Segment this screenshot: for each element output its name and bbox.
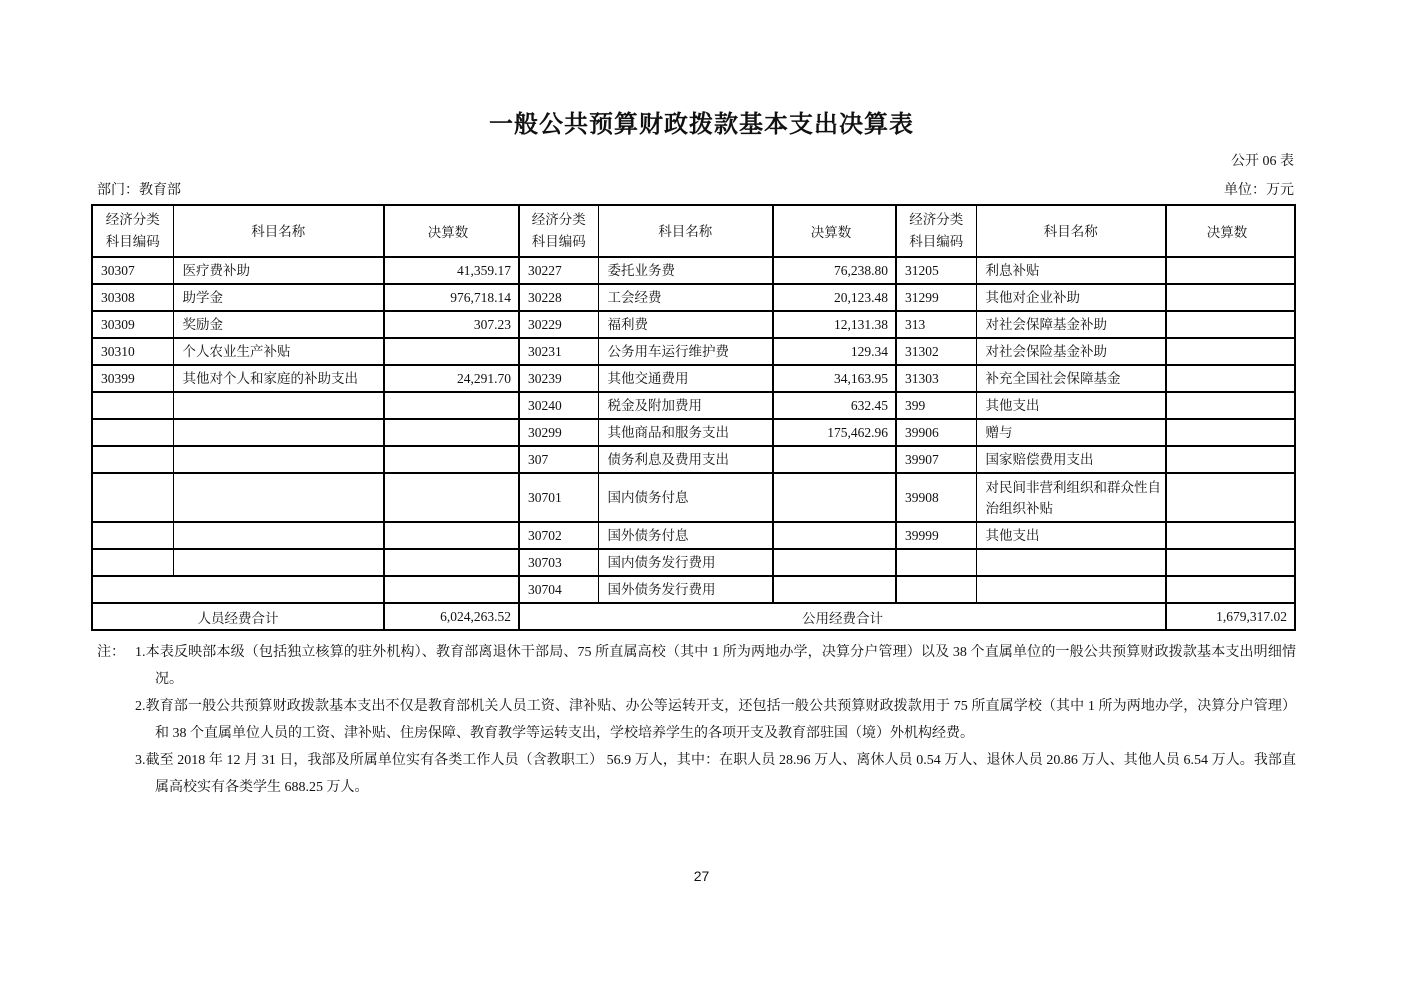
subject-name-cell: 国外债务发行费用 bbox=[598, 576, 773, 603]
code-cell: 39906 bbox=[896, 419, 976, 446]
subject-name-cell: 其他交通费用 bbox=[598, 365, 773, 392]
header-code bbox=[519, 205, 598, 257]
amount-cell: 129.34 bbox=[773, 338, 896, 365]
note-item-3: 3.截至 2018 年 12 月 31 日，我部及所属单位实有各类工作人员（含教职工） 56.9 万人，其中：在职人员 28.96 万人、离休人员 0.54 万人、退休人员 20.86 万人、其他人员 6.54 万人。我部直属高校实有各类学生 688.25 万人。 bbox=[135, 753, 1296, 795]
code-cell: 30310 bbox=[92, 338, 173, 365]
code-cell: 30702 bbox=[519, 522, 598, 549]
amount-cell bbox=[773, 473, 896, 522]
subject-name-cell: 委托业务费 bbox=[598, 257, 773, 284]
table-row bbox=[92, 392, 1295, 419]
subject-name-cell bbox=[976, 549, 1166, 576]
code-cell: 307 bbox=[519, 446, 598, 473]
amount-cell bbox=[1166, 549, 1295, 576]
header-code-line2: 科目编码 bbox=[909, 234, 964, 249]
amount-cell bbox=[1166, 522, 1295, 549]
subject-name-cell: 国家赔偿费用支出 bbox=[976, 446, 1166, 473]
header-code-line1: 经济分类 bbox=[531, 212, 586, 227]
amount-cell: 12,131.38 bbox=[773, 311, 896, 338]
subject-name-cell: 对民间非营利组织和群众性自治组织补贴 bbox=[976, 473, 1166, 522]
code-cell: 31205 bbox=[896, 257, 976, 284]
department-label: 部门：教育部 bbox=[97, 183, 181, 198]
header-value: 决算数 bbox=[773, 205, 896, 257]
amount-cell bbox=[1166, 257, 1295, 284]
table-row bbox=[92, 576, 1295, 603]
header-value: 决算数 bbox=[384, 205, 519, 257]
header-name: 科目名称 bbox=[976, 205, 1166, 257]
code-cell bbox=[92, 473, 173, 522]
code-cell: 30701 bbox=[519, 473, 598, 522]
subject-name-cell: 赠与 bbox=[976, 419, 1166, 446]
subject-name-cell: 医疗费补助 bbox=[173, 257, 384, 284]
unit-label: 单位：万元 bbox=[1224, 183, 1294, 198]
merged-empty-cell bbox=[92, 576, 384, 603]
header-value: 决算数 bbox=[1166, 205, 1295, 257]
header-code-line1: 经济分类 bbox=[909, 212, 964, 227]
subject-name-cell: 国内债务发行费用 bbox=[598, 549, 773, 576]
amount-cell: 175,462.96 bbox=[773, 419, 896, 446]
amount-cell bbox=[1166, 365, 1295, 392]
subject-name-cell: 个人农业生产补贴 bbox=[173, 338, 384, 365]
table-row bbox=[92, 473, 1295, 522]
subject-name-cell: 其他商品和服务支出 bbox=[598, 419, 773, 446]
table-row bbox=[92, 446, 1295, 473]
code-cell: 39907 bbox=[896, 446, 976, 473]
code-cell bbox=[896, 549, 976, 576]
amount-cell bbox=[384, 576, 519, 603]
code-cell: 39908 bbox=[896, 473, 976, 522]
code-cell: 30703 bbox=[519, 549, 598, 576]
code-cell: 30309 bbox=[92, 311, 173, 338]
header-name: 科目名称 bbox=[173, 205, 384, 257]
table-row bbox=[92, 522, 1295, 549]
amount-cell bbox=[1166, 392, 1295, 419]
header-name: 科目名称 bbox=[598, 205, 773, 257]
subject-name-cell: 税金及附加费用 bbox=[598, 392, 773, 419]
amount-cell bbox=[1166, 311, 1295, 338]
amount-cell bbox=[1166, 284, 1295, 311]
table-row bbox=[92, 257, 1295, 284]
amount-cell bbox=[384, 338, 519, 365]
subject-name-cell bbox=[173, 522, 384, 549]
code-cell: 30239 bbox=[519, 365, 598, 392]
subject-name-cell bbox=[173, 446, 384, 473]
code-cell: 30704 bbox=[519, 576, 598, 603]
amount-cell bbox=[384, 522, 519, 549]
subject-name-cell bbox=[173, 419, 384, 446]
code-cell: 30228 bbox=[519, 284, 598, 311]
code-cell: 30229 bbox=[519, 311, 598, 338]
amount-cell bbox=[773, 549, 896, 576]
code-cell: 30231 bbox=[519, 338, 598, 365]
notes-label: 注： bbox=[97, 645, 125, 660]
subject-name-cell: 债务利息及费用支出 bbox=[598, 446, 773, 473]
subject-name-cell: 补充全国社会保障基金 bbox=[976, 365, 1166, 392]
subject-name-cell: 其他对企业补助 bbox=[976, 284, 1166, 311]
amount-cell bbox=[384, 446, 519, 473]
table-row bbox=[92, 338, 1295, 365]
public-total-label: 公用经费合计 bbox=[519, 603, 1166, 630]
subject-name-cell: 助学金 bbox=[173, 284, 384, 311]
table-header-row bbox=[92, 205, 1295, 257]
table-row bbox=[92, 549, 1295, 576]
subject-name-cell: 福利费 bbox=[598, 311, 773, 338]
amount-cell: 41,359.17 bbox=[384, 257, 519, 284]
code-cell bbox=[92, 392, 173, 419]
code-cell bbox=[896, 576, 976, 603]
table-row bbox=[92, 419, 1295, 446]
code-cell bbox=[92, 522, 173, 549]
amount-cell: 307.23 bbox=[384, 311, 519, 338]
table-footer-row bbox=[92, 603, 1295, 630]
code-cell: 399 bbox=[896, 392, 976, 419]
note-item-1: 1.本表反映部本级（包括独立核算的驻外机构）、教育部离退休干部局、75 所直属高校（其中 1 所为两地办学，决算分户管理）以及 38 个直属单位的一般公共预算财政拨款基本支出明细情况。 bbox=[135, 645, 1296, 687]
subject-name-cell: 其他对个人和家庭的补助支出 bbox=[173, 365, 384, 392]
notes-section bbox=[97, 639, 1296, 801]
subject-name-cell: 对社会保险基金补助 bbox=[976, 338, 1166, 365]
code-cell: 31299 bbox=[896, 284, 976, 311]
form-number-label: 公开 06 表 bbox=[1231, 154, 1294, 169]
code-cell: 39999 bbox=[896, 522, 976, 549]
amount-cell bbox=[773, 576, 896, 603]
amount-cell bbox=[384, 549, 519, 576]
code-cell: 30227 bbox=[519, 257, 598, 284]
amount-cell bbox=[1166, 576, 1295, 603]
code-cell: 313 bbox=[896, 311, 976, 338]
header-code-line2: 科目编码 bbox=[531, 234, 586, 249]
amount-cell bbox=[1166, 446, 1295, 473]
amount-cell bbox=[384, 419, 519, 446]
table-row bbox=[92, 284, 1295, 311]
code-cell: 30240 bbox=[519, 392, 598, 419]
subject-name-cell: 利息补贴 bbox=[976, 257, 1166, 284]
code-cell bbox=[92, 419, 173, 446]
code-cell bbox=[92, 446, 173, 473]
header-code-line2: 科目编码 bbox=[105, 234, 160, 249]
subject-name-cell bbox=[173, 392, 384, 419]
subject-name-cell: 对社会保障基金补助 bbox=[976, 311, 1166, 338]
expenditure-table bbox=[91, 204, 1296, 631]
page-title: 一般公共预算财政拨款基本支出决算表 bbox=[489, 112, 914, 138]
code-cell: 31303 bbox=[896, 365, 976, 392]
amount-cell: 976,718.14 bbox=[384, 284, 519, 311]
personnel-total-label: 人员经费合计 bbox=[92, 603, 384, 630]
amount-cell bbox=[384, 392, 519, 419]
public-total-value: 1,679,317.02 bbox=[1166, 603, 1295, 630]
amount-cell bbox=[384, 473, 519, 522]
personnel-total-value: 6,024,263.52 bbox=[384, 603, 519, 630]
amount-cell bbox=[773, 446, 896, 473]
header-code bbox=[92, 205, 173, 257]
amount-cell: 20,123.48 bbox=[773, 284, 896, 311]
subject-name-cell: 公务用车运行维护费 bbox=[598, 338, 773, 365]
subject-name-cell: 奖励金 bbox=[173, 311, 384, 338]
amount-cell bbox=[1166, 473, 1295, 522]
subject-name-cell bbox=[173, 549, 384, 576]
amount-cell: 632.45 bbox=[773, 392, 896, 419]
code-cell: 30399 bbox=[92, 365, 173, 392]
amount-cell: 76,238.80 bbox=[773, 257, 896, 284]
code-cell bbox=[92, 549, 173, 576]
subject-name-cell bbox=[976, 576, 1166, 603]
subject-name-cell: 其他支出 bbox=[976, 392, 1166, 419]
code-cell: 30299 bbox=[519, 419, 598, 446]
notes-body bbox=[135, 639, 1296, 801]
page-number: 27 bbox=[693, 868, 710, 884]
subject-name-cell: 其他支出 bbox=[976, 522, 1166, 549]
subject-name-cell: 国外债务付息 bbox=[598, 522, 773, 549]
code-cell: 30308 bbox=[92, 284, 173, 311]
amount-cell bbox=[773, 522, 896, 549]
code-cell: 31302 bbox=[896, 338, 976, 365]
subject-name-cell: 工会经费 bbox=[598, 284, 773, 311]
amount-cell: 34,163.95 bbox=[773, 365, 896, 392]
note-item-2: 2.教育部一般公共预算财政拨款基本支出不仅是教育部机关人员工资、津补贴、办公等运转开支，还包括一般公共预算财政拨款用于 75 所直属学校（其中 1 所为两地办学，决算分户管理）和 38 个直属单位人员的工资、津补贴、住房保障、教育教学等运转支出，学校培养学生的各项开支及教育部驻国（境）外机构经费。 bbox=[135, 699, 1296, 741]
amount-cell: 24,291.70 bbox=[384, 365, 519, 392]
header-code bbox=[896, 205, 976, 257]
amount-cell bbox=[1166, 419, 1295, 446]
table-row bbox=[92, 311, 1295, 338]
table-row bbox=[92, 365, 1295, 392]
subject-name-cell bbox=[173, 473, 384, 522]
amount-cell bbox=[1166, 338, 1295, 365]
header-code-line1: 经济分类 bbox=[105, 212, 160, 227]
subject-name-cell: 国内债务付息 bbox=[598, 473, 773, 522]
code-cell: 30307 bbox=[92, 257, 173, 284]
